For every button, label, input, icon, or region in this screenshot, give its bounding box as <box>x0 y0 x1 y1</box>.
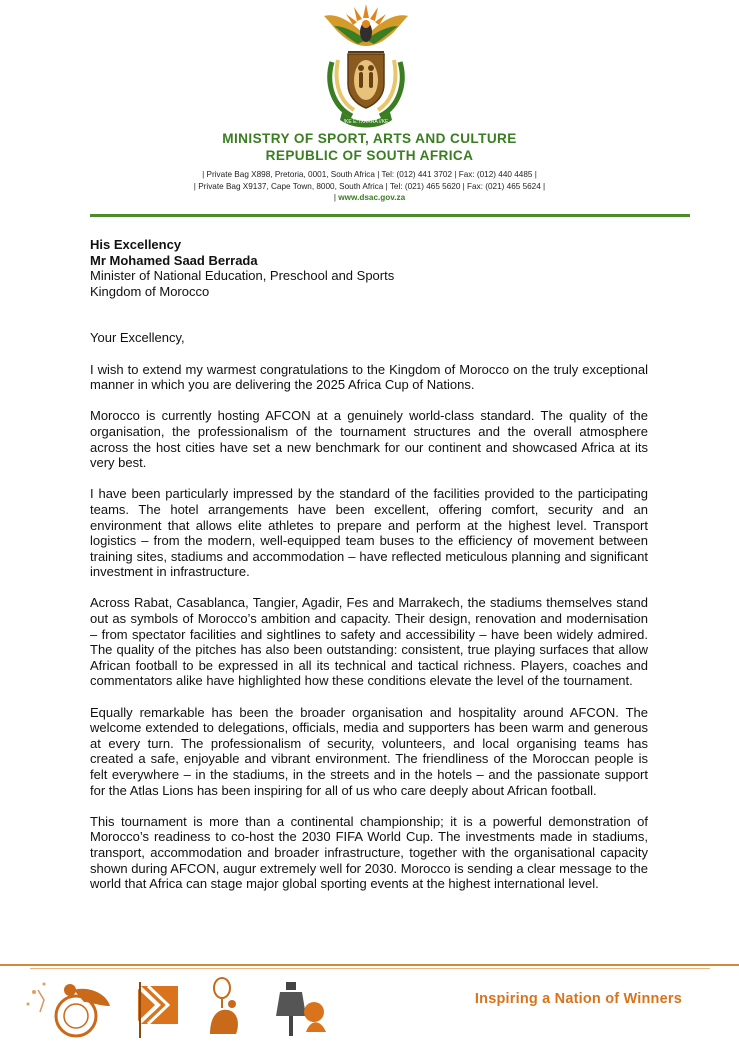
wheelchair-athlete-icon <box>56 984 110 1036</box>
recipient-name: Mr Mohamed Saad Berrada <box>90 252 258 268</box>
mannequin-icon <box>276 982 326 1036</box>
paragraph-1: I wish to extend my warmest congratulations to the Kingdom of Morocco on the truly exceptional manner in which you are delivering the 2025 Africa Cup of Nations. <box>90 361 648 393</box>
paragraph-2: Morocco is currently hosting AFCON at a genuinely world-class standard. The quality of the organisation, the professionalism of the tournament structures and the overall atmosphere across the host cities have set a new benchmark for our continent and showcased Africa at its very best. <box>90 408 648 471</box>
website-line <box>0 192 739 204</box>
flag-icon <box>138 982 178 1038</box>
website-link[interactable]: www.dsac.gov.za <box>338 193 406 202</box>
footer-illustration <box>14 972 364 1042</box>
recipient-address <box>90 237 648 299</box>
recipient-title: His Excellency <box>90 237 182 252</box>
salutation: Your Excellency, <box>90 330 185 346</box>
coat-of-arms-icon <box>318 2 414 132</box>
paragraph-5: Equally remarkable has been the broader organisation and hospitality around AFCON. The welcome extended to delegations, officials, media and supporters has been warm and generous at every turn. The professionalism of security, volunteers, and local organising teams has created a safe, enjoyable and vibrant environment. The friendliness of the Moroccan people is felt everywhere – in the stadiums, in the streets and in the hotels – and the passionate support for the Atlas Lions has been inspiring for all of us who care deeply about African football. <box>90 704 648 798</box>
ministry-name: MINISTRY OF SPORT, ARTS AND CULTURE <box>222 131 517 146</box>
paragraph-3: I have been particularly impressed by the standard of the facilities provided to the participating teams. The hotel arrangements have been excellent, offering comfort, security and an environment that allows elite athletes to prepare and perform at the highest level. Transport logistics – from the modern, well-equipped team buses to the efficiency of movement between training sites, stadiums and accommodation – have reflected meticulous planning and significant investment in infrastructure. <box>90 486 648 580</box>
contact-pretoria: | Private Bag X898, Pretoria, 0001, South Africa | Tel: (012) 441 3702 | Fax: (012) 440 4485 | <box>202 170 537 179</box>
website-prefix: | <box>333 193 336 202</box>
recipient-country: Kingdom of Morocco <box>90 283 210 299</box>
contact-block <box>0 169 739 204</box>
tennis-player-icon <box>210 978 238 1034</box>
footer-divider-thin <box>30 968 710 969</box>
letter-body <box>90 237 648 892</box>
recipient-position: Minister of National Education, Preschool and Sports <box>90 268 395 284</box>
contact-cape-town: | Private Bag X9137, Cape Town, 8000, South Africa | Tel: (021) 465 5620 | Fax: (021) 465 5624 | <box>193 181 546 191</box>
paragraph-4: Across Rabat, Casablanca, Tangier, Agadir, Fes and Marrakech, the stadiums themselves stand out as symbols of Morocco’s ambition and capacity. Their design, renovation and modernisation – from spectator facilities and sightlines to safety and accessibility – have been widely admired. The quality of the pitches has also been outstanding: consistent, true playing surfaces that allow African football to be expressed in all its technical and tactical richness. Players, coaches and commentators alike have highlighted how these conditions elevate the level of the tournament. <box>90 595 648 689</box>
header-divider <box>90 214 690 217</box>
footer-tagline: Inspiring a Nation of Winners <box>474 991 682 1007</box>
paragraph-6: This tournament is more than a continental championship; it is a powerful demonstration of Morocco’s readiness to co-host the 2030 FIFA World Cup. The investments made in stadiums, transport, accommodation and broader infrastructure, together with the organisational capacity shown during AFCON, augur extremely well for 2030. Morocco is sending a clear message to the world that Africa can stage major global sporting events at the highest international level. <box>90 813 648 892</box>
footer-divider <box>0 964 739 966</box>
country-name: REPUBLIC OF SOUTH AFRICA <box>265 148 474 163</box>
crest-motto: !KE E: /XARRA //KE <box>343 119 389 125</box>
dancers-icon <box>27 983 46 1013</box>
